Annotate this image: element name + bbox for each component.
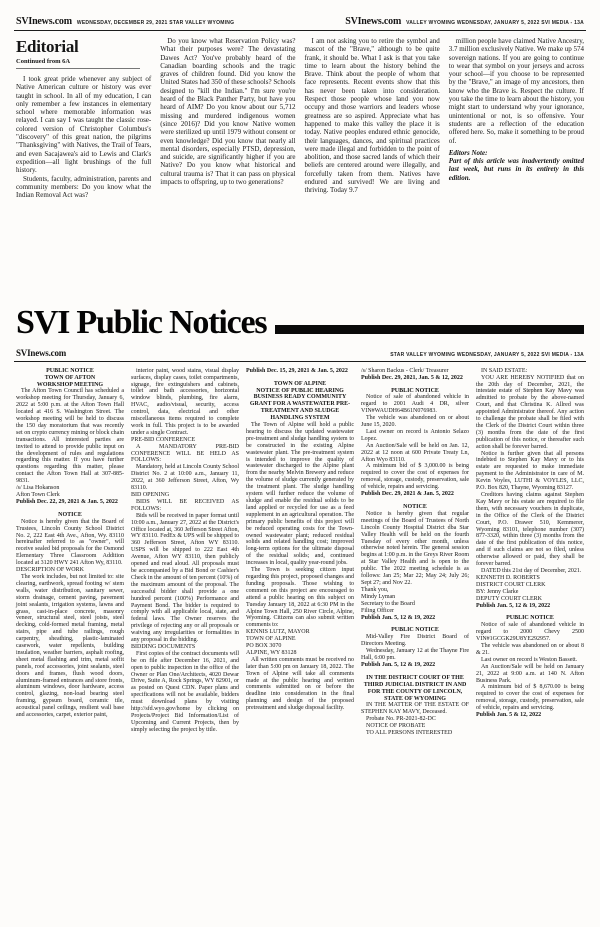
dateline-right: VALLEY WYOMING WEDNESDAY, JANUARY 5, 2022 SVI MEDIA - 13A [406,20,584,26]
editorial-continued-line: Continued from 6A [16,58,140,69]
paragraph: A minimum bid of $ 8,670.00 is being required to cover the cost of expenses for removal, storage, custody, preservation, sale of vehicle, repairs and servicing. [476,684,584,712]
signature-line: KENNIS LUTZ, MAYOR [246,629,310,636]
paragraph: NOTICE OF PROBATE [366,723,426,730]
text-column [476,368,584,902]
notice-heading: PUBLIC NOTICE [391,627,439,634]
notice-heading: PUBLIC NOTICE [391,387,439,394]
notice-subhead: BIDDING DOCUMENTS [131,643,196,650]
brand-notices: SVInews.com [16,347,67,358]
notice-heading: IN THE DISTRICT COURT OF THE THIRD JUDICIAL DISTRICT IN AND FOR THE COUNTY OF LINCOLN, STATE OF WYOMING [363,674,467,702]
paragraph: I am not asking you to retire the symbol and mascot of the "Brave," although to be quite frank, it should be. What I ask is that you take time to learn about the history behind the Brave. Think about the people of whom that face represents. Recent events show that this has never been taken into consideration. Respect those people whose land you now occupy and those warriors and leaders whose greatness are so aspired. Appreciate what has happened to make this valley the place it is today. Native peoples endured ethnic genocide, their languages, dances, and spiritual practices were made illegal and forbidden to the point of abolition, and those sacred lands of which their beliefs are centered around were illegally, and forcefully taken from them. Natives have endured and survived! We are living and thriving. Today 9.7 [304,37,440,195]
paragraph: The Town is seeking citizen input regarding this project, proposed changes and funding proposals. Those wishing to comment on this project are encouraged to attend a public hearing on this subject on Tuesday January 18, 2022 at 6:30 PM in the Alpine Town Hall, 250 River Circle, Alpine, Wyoming. Citizens can also submit written comments to: [246,567,354,629]
signature-line: Thank you, [361,586,389,593]
paragraph: First copies of the contract documents will be on file after December 16, 2021, and open to public inspection in the office of the Owner or Plan One/Architects, 4020 Dewar Drive, Suite A, Rock Springs, WY 82901, or as posted on Quest CDN. Paper plans and specifications will not be available, bidders must download plans by visiting http://sfd.wyo.gov/home by clicking on Projects/Project Bid Information/List of Upcoming and Current Projects, then by simply selecting the project by title. [131,650,239,733]
text-column [305,37,440,289]
publish-line: Publish Dec. 29, 2021, Jan. 5 & 12, 2022 [361,374,463,381]
paragraph: IN THE MATTER OF THE ESTATE OF STEPHEN KAY MAVY, Deceased. [361,702,469,716]
paragraph: An Auction/Sale will be held on January 21, 2022 at 9:00 a.m. at 140 N. Afton Business Park. [476,663,584,684]
masthead-top [14,16,586,31]
paragraph: Probate No. PR-2021-82-DC [366,716,436,723]
notice-heading: BUSINESS READY COMMUNITY GRANT FOR A WASTEWATER PRE-TREATMENT AND SLUDGE HANDLING SYSTEM [249,394,351,422]
editors-note-text: Part of this article was inadvertently omitted last week, but runs in its entirety in this edition. [448,157,584,182]
signature-line: Afton Town Clerk [16,492,60,498]
masthead-left [16,16,234,27]
notice-heading: PUBLIC NOTICE [506,615,554,622]
publish-line: Publish Dec. 22, 29, 2021 & Jan. 5, 2022 [16,498,118,505]
text-column [16,37,151,289]
editorial-section [14,31,586,293]
text-column [449,37,584,289]
signature-line: Secretary to the Board [361,600,415,607]
signature-line: Mindy Lyman [361,593,396,600]
paragraph: Students, faculty, administration, parents and community members: Do you know what the Indian Removal Act was? [16,174,152,200]
notice-heading: NOTICE [403,504,427,510]
public-notices-title: SVI Public Notices [16,304,267,341]
paragraph: The work includes, but not limited to: site clearing, earthwork, spread footing w/ stem walls, water distribution, sanitary sewer, storm drainage, cement paving, pavement joint sealants, irrigation systems, lawns and grass, cast-in-place concrete, masonry veneer, structural steel, steel joists, steel decking, cold-formed metal framing, metal stairs, pipe and tube railings, rough carpentry, sheathing, plastic-laminated casework, water repellents, building insulation, weather barriers, asphalt roofing, sheet metal flashing and trim, metal soffit panels, roof accessories, joint sealants, steel doors and frames, flush wood doors, aluminum-framed entrances and store fronts, aluminum windows, door hardware, access control, glazing, non-load bearing steel framing, gypsum board, ceramic tile, acoustical panel ceilings, resilient wall base and accessories, carpet, exterior paint, [16,573,124,719]
paragraph: Last owner on record is Antonio Selazo Lopez. [361,428,469,442]
notice-heading: NOTICE [58,511,82,518]
headline-rule-bar [275,325,584,334]
notice-subhead: BID OPENING [131,492,170,498]
text-column [246,368,354,902]
paragraph: Last owner on record is Weston Bassett. [481,656,578,663]
signature-line: /s/ Lisa Hokanson [16,485,60,492]
signature-line: KENNETH D. ROBERTS [476,574,540,581]
text-column [361,368,469,902]
signature-line: TOWN OF ALPINE [246,636,296,643]
paragraph: million people have claimed Native Ancestry, 3.7 million exclusively Native. We make up 574 sovereign nations. If you are going to continue to wear that symbol on your jerseys and across your school—if you choose to be represented by the "Brave," an image of my ancestors, then know who the Brave is. Respect the culture. If you take the time to learn about the history, you might start to understand why your ignorance, unintentional or not, is so offensive. Your students are a reflection of the education offered here. So, make it something to be proud of. [448,37,584,145]
signature-line: Filing Officer [361,607,395,614]
signature-line: PO BOX 3070 [246,643,282,650]
signature-line: ALPINE, WY 83128 [246,649,297,656]
paragraph: Do you know what Reservation Policy was? What their purposes were? The devastating Dawes Act? You've probably heard of the Canadian boarding schools and the tragic graves of children found. Did you know the United States had 350 of these schools? Schools designed to "kill the Indian." I'm sure you're heard of the Black Panther Party, but have you heard of AIM? Do you know about our 5,712 missing and murdered indigenous women (since 2016)? Did you know Native women were sterilized up until 1979 without consent or even knowledge? Did you know that nearly all mental disorders, especially PTSD, depression, and suicide, are significantly higher if you are Native? Do you know what historical and cultural trauma is? That it can pass on physical impacts to offspring, up to two generations? [160,37,296,187]
paragraph: Mid-Valley Fire District Board of Directors Meeting. [361,634,469,648]
text-column [131,368,239,902]
paragraph: The vehicle was abandoned on or about 8 & 21. [476,643,584,656]
paragraph: interior paint, wood stains, visual display surfaces, display cases, toilet compartments, signage, fire extinguishers and cabinets, toilet and bath accessories, horizontal window blinds, plumbing, fire alarm, HVAC, audio/visual, security, access control, data, electrical and other miscellaneous items required to complete work in full. This project is to be awarded under a single Contract. [131,367,239,436]
public-notices-columns [14,362,586,902]
brand-right: SVInews.com [345,16,402,27]
paragraph: YOU ARE HEREBY NOTIFIED that on the 20th day of December, 2021, the intestate estate of Stephen Kay Mavy was admitted to probate by the above-named Court, and that Christina K. Allred was appointed Administrator thereof. Any action to challenge the probate shall be filed with the Clerk of the District Court within three (3) months from the date of the first publication of this notice, or thereafter such action shall be forever barred. [476,374,584,450]
paragraph: Mandatory, held at Lincoln County School District No. 2 at 10:00 a.m., January 11, 2022, at 360 Jefferson Street, Afton, Wy 83110. [131,464,239,492]
paragraph: Wednesday, January 12 at the Thayne Fire Hall, 6:00 pm. [361,648,469,662]
paragraph: I took great pride whenever any subject of Native American culture or history was ever taught in school. In all of my education, I can only remember a few instances in elementary school where memorable information was relayed. I can say I was taught the classic rose-colored version of Christopher Columbus's "discovery" of this great nation, the pilgrims "Thanksgiving" with Natives, the Trail of Tears, and even Sacajawea's aid to Lewis and Clark's expedition—all light brushings of the full history. [16,74,152,175]
notice-heading: WORKSHOP MEETING [36,381,104,388]
dateline-left: WEDNESDAY, DECEMBER 29, 2021 STAR VALLEY WYOMING [76,20,235,26]
publish-line: Publish Jan. 5, 12 & 19, 2022 [361,614,436,621]
paragraph: Notice of sale of abandoned vehicle in regard to 2000 Chevy 2500 VIN#1GCGK29U8YE292957. [476,622,584,643]
notice-heading: PUBLIC NOTICE [46,367,94,374]
signature-line: DISTRICT COURT CLERK [476,581,546,588]
notice-heading: NOTICE OF PUBLIC HEARING [256,387,344,394]
paragraph: A minimum bid of $ 3,000.00 is being required to cover the cost of expenses for removal, storage, custody, preservation, sale of vehicle, repairs and servicing. [361,463,469,491]
paragraph: DATED this 21st day of December, 2021. [481,567,582,574]
paragraph: BIDS WILL BE RECEIVED AS FOLLOWS: [131,498,239,512]
paragraph: Notice is further given that all persons indebted to Stephen Kay Mavy or to his estate are requested to make immediate payment to the Administrator in care of M. Kevin Voyles, LUTHI & VOYLES, LLC, P.O. Box 820, Thayne, Wyoming 83127. [476,450,584,492]
paragraph: All written comments must be received no later than 5:00 pm on January 18, 2022. The Town of Alpine will take all comments made at the public hearing and written comments submitted on or before the deadline into consideration in the final planning and design of the proposed pretreatment and sludge disposal facility. [246,656,354,712]
notice-subhead: DESCRIPTION OF WORK [16,567,84,574]
dateline-notices: STAR VALLEY WYOMING WEDNESDAY, JANUARY 5, 2022 SVI MEDIA - 13A [390,351,584,358]
signature-line: /s/ Sharon Backus - Clerk/ Treasurer [361,367,449,374]
publish-line: Publish Jan. 5 & 12, 2022 [476,712,542,719]
paragraph: Notice is hereby given that the Board of Trustees, Lincoln County School District No. 2, 222 East 4th Ave., Afton, Wy. 83110 hereinafter referred to as "owner", will receive sealed bid proposals for the Osmond Elementary Three Classroom Addition located at 3120 HWY 241 Afton Wy, 83110. [16,518,124,567]
publish-line: Publish Jan. 5, 12 & 19, 2022 [476,602,551,609]
publish-line: Publish Dec. 15, 29, 2021 & Jan. 5, 2022 [246,367,348,374]
editors-note-heading: Editors Note: [448,148,488,157]
public-notices-header [14,293,586,341]
paragraph: Bids will be received in paper format until 10:00 a.m., January 27, 2022 at the District's Office located at, 360 Jefferson Street Afton, WY 83110. FedEx & UPS will be shipped to 360 Jefferson Street, Afton WY 83110. USPS will be shipped to 222 East 4th Avenue, Afton WY 83110, then publicly opened and read aloud. All proposals must be accompanied by a Bid Bond or Cashier's Check in the amount of ten percent (10%) of the maximum amount of the proposal. The successful bidder shall provide a one hundred percent (100%) Performance and Payment Bond. The bidder is required to comply with all applicable local, state, and federal laws. The Owner reserves the privilege of rejecting any or all proposals or waiving any irregularities or formalities in any proposal in the bidding. [131,512,239,644]
paragraph: TO ALL PERSONS INTERESTED [366,730,453,737]
paragraph: Notice is hereby given that regular meetings of the Board of Trustees of North Lincoln County Hospital District dba Star Valley Health will be held on the fourth Tuesday of every other month, unless otherwise noted herein. The general session begins at 1:00 p.m. in the Greys River Room at Star Valley Health and is open to the public. The 2022 meeting schedule is as follows: Jan 25; Mar 22; May 24; July 26; Sept 27; and Nov 22. [361,510,469,586]
notices-masthead [14,343,586,362]
notice-subhead: PRE-BID CONFERENCE [131,436,196,443]
text-column [16,368,124,902]
signature-line: DEPUTY COURT CLERK [476,595,542,602]
paragraph: An Auction/Sale will be held on Jan. 12, 2022 at 12 noon at 600 Private Treaty Ln, Afton Wyo 83110. [361,442,469,463]
notice-heading: TOWN OF AFTON [44,374,96,381]
notice-heading: TOWN OF ALPINE [273,380,327,387]
text-column [160,37,295,289]
brand-left: SVInews.com [16,16,72,27]
paragraph: A MANDATORY PRE-BID CONFERENCE WILL BE HELD AS FOLLOWS: [131,443,239,464]
signature-line: BY: Jenny Clarke [476,588,519,595]
masthead-right [345,16,584,27]
publish-line: Publish Jan. 5, 12 & 19, 2022 [361,661,436,668]
editorial-title: Editorial [16,37,79,56]
paragraph: The vehicle was abandoned on or about June 15, 2020. [361,415,469,429]
paragraph: The Town of Alpine will hold a public hearing to discuss the updated wastewater pre-treatment and sludge handling system to be constructed in the existing Alpine wastewater plant. The pre-treatment system is intended to improve the quality of wastewater discharged to the Alpine plant from the nearby Melvin Brewery and reduce the volume of sludge currently generated by the treatment plant. The sludge handling system will further reduce the volume of sludge and enable the residual solids to be land applied or recycled for use as a feed supplement in an agricultural operation. The primary public benefits of this project will be reduced operating costs for the Town-owned wastewater plant; reduced residual solids and related handling cost; improved long-term options for the ultimate disposal of the residual solids; and, continued increases in local, quality year-round jobs. [246,422,354,567]
paragraph: Notice of sale of abandoned vehicle in regard to 2001 Audi 4 DR, silver VIN#WAUDH64B61N076983. [361,394,469,415]
paragraph: Creditors having claims against Stephen Kay Mavy or his estate are required to file them, with necessary vouchers in duplicate, in the Office of the Clerk of the District Court, P.O. Drawer 510, Kemmerer, Wyoming 83101, telephone number (307) 877-3320, within three (3) months from the date of the first publication of this notice, and if such claims are not so filed, unless otherwise allowed or paid, they shall be forever barred. [476,492,584,568]
publish-line: Publish Dec. 29, 2021 & Jan. 5, 2022 [361,491,454,498]
paragraph: The Afton Town Council has scheduled a workshop meeting for Thursday, January 6, 2022 at 5:00 p.m. at the Afton Town Hall located at 416 S. Washington Street. The workshop meeting will be held to discuss the 150 day moratorium that was recently set on crypto currency mining or block chain transactions. All interested parties are invited to attend to provide public input on the development of rules and regulations regarding this matter. If you have further questions regarding this matter, please contact the Afton Town Hall at 307-885-9831. [16,388,124,485]
paragraph: IN SAID ESTATE: [481,367,528,374]
